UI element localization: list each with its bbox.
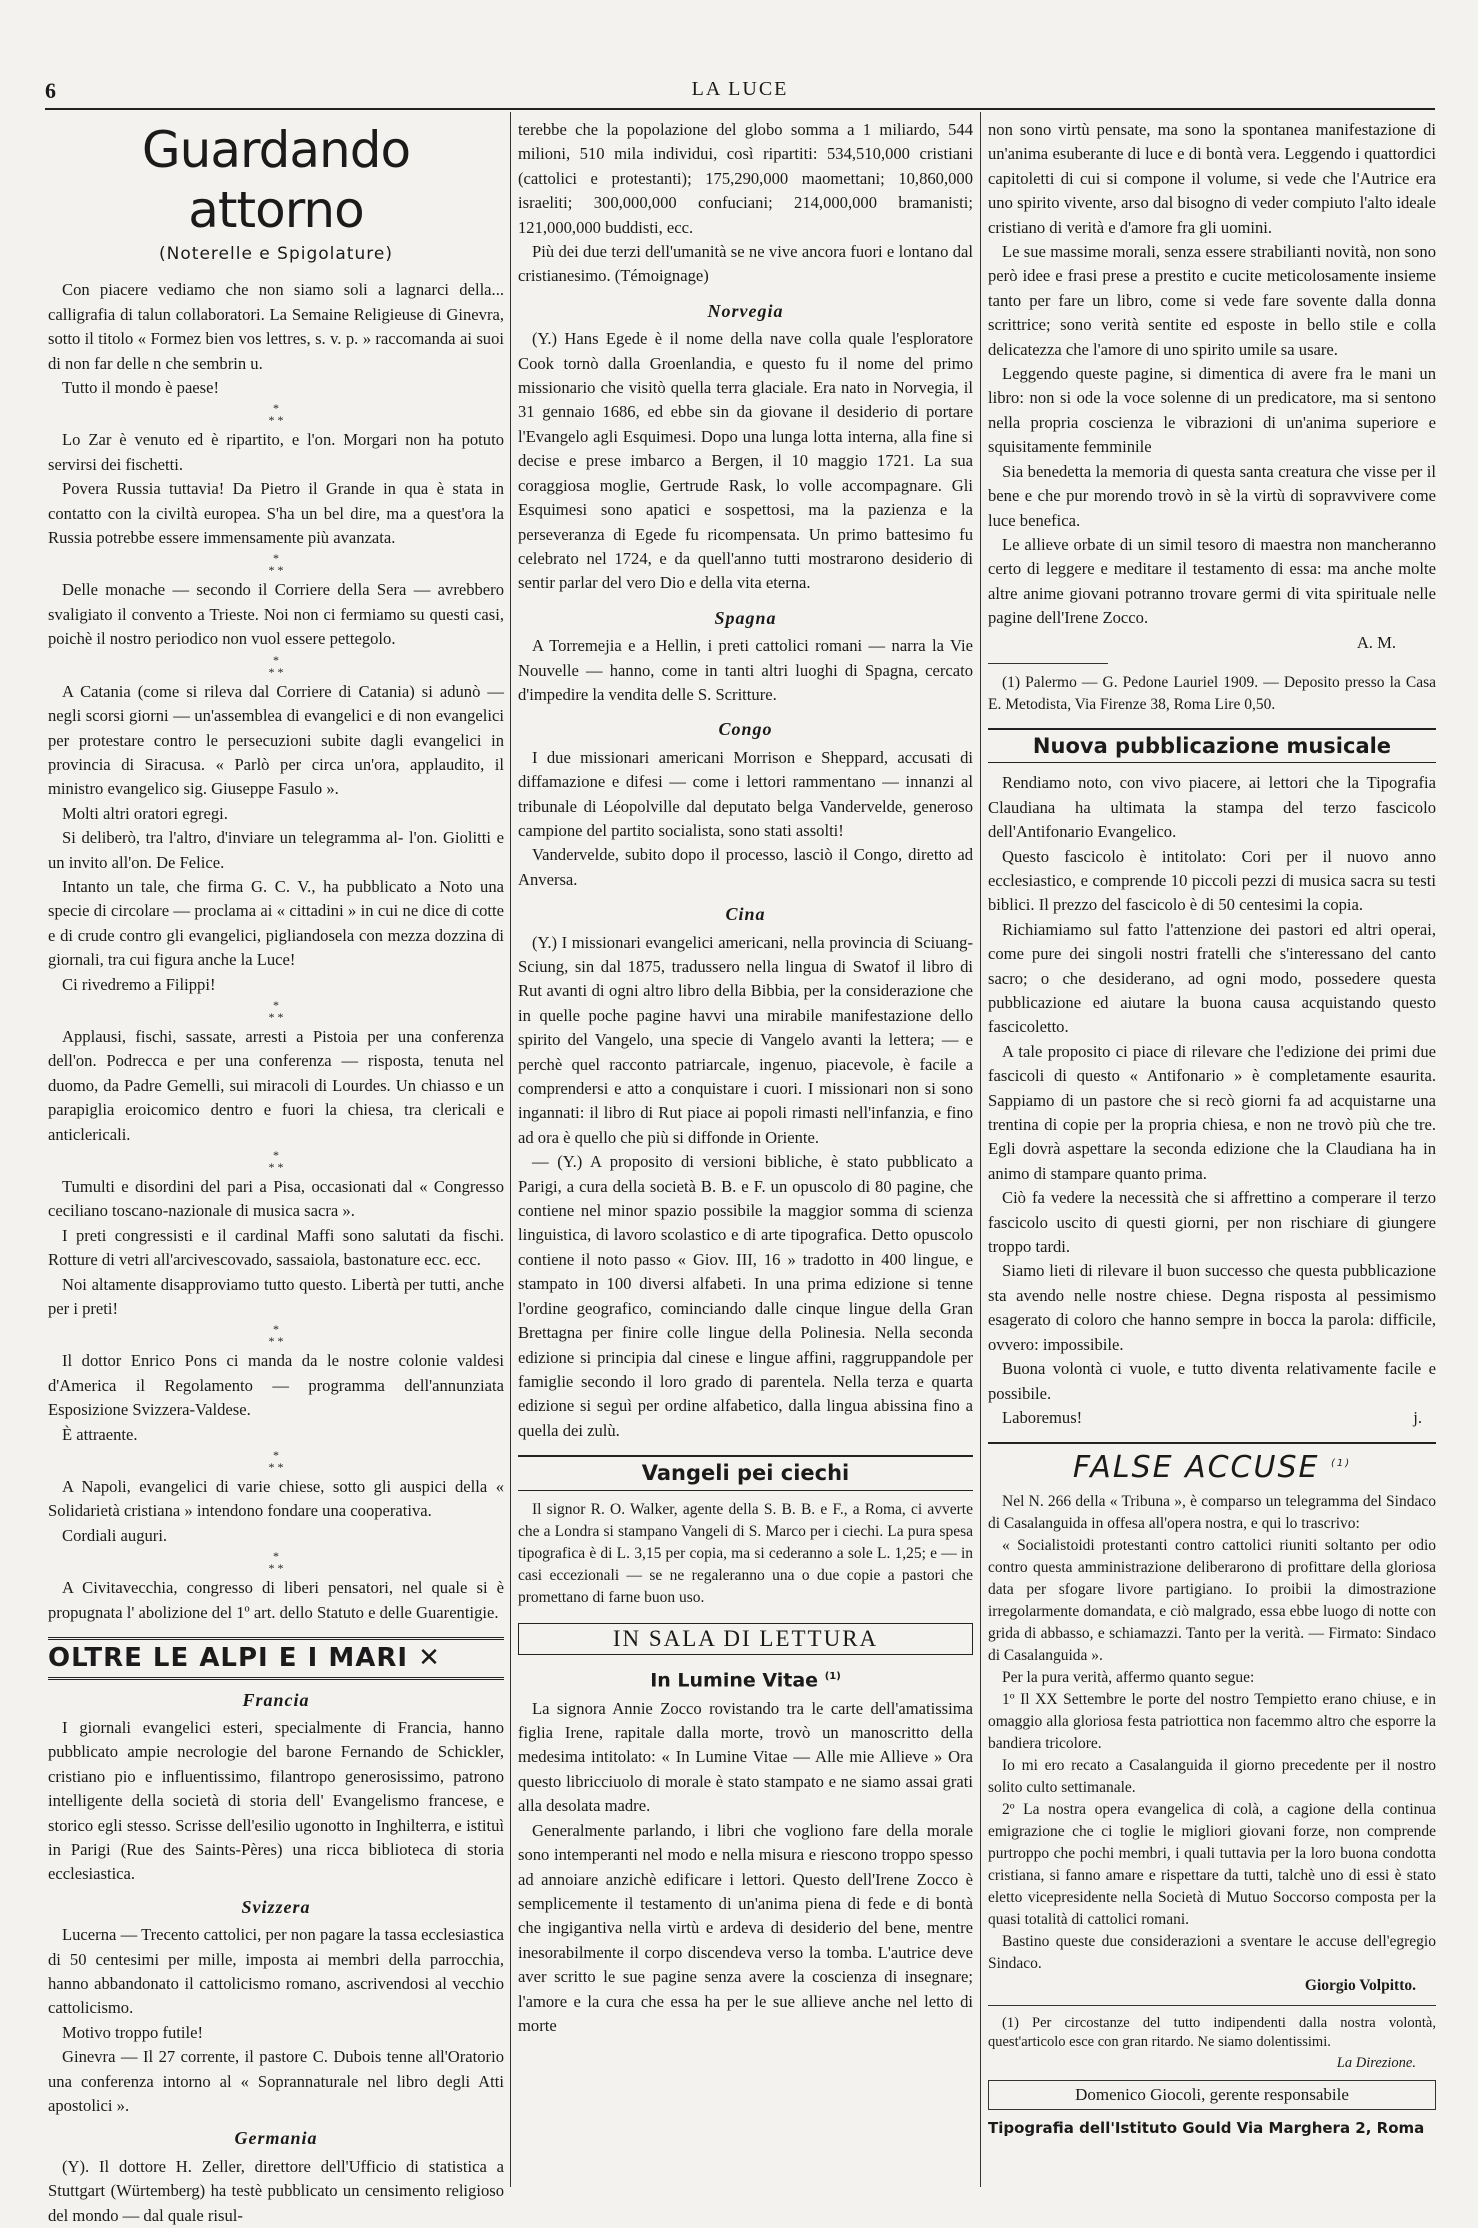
paragraph: A Napoli, evangelici di varie chiese, sotto gli auspici della « Solidarietà cristiana » intendono fondare una cooperativa.	[48, 1477, 504, 1521]
paragraph: Richiamiamo sul fatto l'attenzione dei pastori ed altri operai, come pure dei singoli nostri fratelli che s'interessano del canto sacro; o che desiderano, ad ogni modo, possedere questa pubblicazione ed aiutare la buona causa acquistando questo fascicoletto.	[988, 919, 1436, 1037]
paragraph: Povera Russia tuttavia! Da Pietro il Grande in qua è stata in contatto con la civiltà europea. S'ha un bel dire, ma a quest'ora la Russia potrebbe essere immensamente più avanzata.	[48, 479, 504, 548]
paragraph: — (Y.) A proposito di versioni bibliche, è stato pubblicato a Parigi, a cura della società B. B. e F. un opuscolo di 80 pagine, che contiene nel minor spazio possibile la maggior somma di scienza linguistica, di lavoro scolastico e di arte tipografica. Detto opuscolo contiene il noto passo « Giov. III, 16 » tradotto in 400 lingue, e stampato in 100 diversi alfabeti. In una prima edizione si tenne l'ordine geografico, cominciando dalle cinque lingue della Gran Brettagna per finire colle lingue della Polinesia. Nella seconda edizione si principia dal cinese e lingue affini, raggruppandole per famiglie secondo il loro grado di parentela. Nella terza e quarta edizione si seguì per ordine alfabetico, dalla lingua abissina fino a quella dei zulù.	[518, 1152, 973, 1440]
article-title: Guardando attorno	[141, 121, 411, 239]
section-banner-text: OLTRE LE ALPI E I MARI	[48, 1643, 409, 1674]
masthead: LA LUCE	[691, 78, 789, 100]
paragraph: (Y.) I missionari evangelici americani, nella provincia di Sciuang-Sciung, sin dal 1875, tradussero nella lingua di Swatof il libro di Rut avanti di ogni altro libro della Bibbia, per la considerazione che in quelle poche pagine havvi una mirabile manifestazione dello spirito del Vangelo, una specie di Vangelo avanti la lettera; — e perchè quel racconto patriarcale, ingenuo, piacevole, è facile a comprendersi e atto a conquistare i cuori. I missionari non si sono ingannati: il libro di Rut piace ai popoli rimasti nell'infanzia, e fino ad ora è quello che più si diffonde in Oriente.	[518, 932, 973, 1147]
asterism-divider: * * *	[268, 401, 284, 428]
section-heading: Nuova pubblicazione musicale	[988, 728, 1436, 763]
signoff-text: Laboremus!	[1002, 1407, 1083, 1427]
column-3	[988, 118, 1436, 2188]
heading-text: FALSE ACCUSE	[1072, 1450, 1320, 1486]
paragraph: 2º La nostra opera evangelica di colà, a cagione della continua emigrazione che ci toglie le migliori giovani forze, non comprende purtroppo che pochi membri, i quali tuttavia per la loro buona condotta cristiana, si fanno amare e rispettare da tutti, talchè uno di essi è stato eletto vicepresidente nella Società di Mutuo Soccorso composta per la quasi totalità di cattolici romani.	[988, 1800, 1436, 1928]
section-heading: Congo	[718, 719, 773, 740]
paragraph: Siamo lieti di rilevare il buon successo che questa pubblicazione sta avendo nelle nostre chiese. Degna risposta al pessimismo esagerato di coloro che hanno sempre in bocca la parola: difficile, ovvero: impossibile.	[988, 1261, 1436, 1354]
asterism-divider: * * *	[268, 1148, 284, 1174]
paragraph: A Catania (come si rileva dal Corriere di Catania) si adunò — negli scorsi giorni — un'assemblea di evangelici e di non evangelici per protestare contro le persecuzioni subite dagli evangelici in provincia di Siracusa. « Parlò per circa un'ora, applaudito, il ministro evangelico sig. Giuseppe Fasulo ».	[48, 681, 504, 799]
footnote: (1) Per circostanze del tutto indipendenti dalla nostra volontà, quest'articolo esce con gran ritardo. Ne siamo dolentissimi.	[988, 2014, 1436, 2050]
paragraph: Applausi, fischi, sassate, arresti a Pistoia per una conferenza dell'on. Podrecca e per una conferenza — risposta, tenuta nel duomo, da Padre Gemelli, sui miracoli di Lourdes. Un chiasso e un parapiglia eroicomico dentro e fuori la chiesa, tra clericali e anticlericali.	[48, 1026, 504, 1144]
paragraph: Tumulti e disordini del pari a Pisa, occasionati dal « Congresso ceciliano toscano-nazionale di musica sacra ».	[48, 1177, 504, 1221]
asterism-divider: * * *	[268, 551, 284, 578]
section-banner	[48, 1637, 504, 1679]
page-number: 6	[45, 78, 56, 103]
paragraph: Vandervelde, subito dopo il processo, lasciò il Congo, diretto ad Anversa.	[518, 845, 973, 889]
paragraph: Lucerna — Trecento cattolici, per non pagare la tassa ecclesiastica di 50 centesimi per mille, imposta ai membri della parrocchia, hanno abbandonato il cattolicismo romano, ascrivendosi al vecchio cattolicismo.	[48, 1925, 504, 2018]
column-1	[48, 118, 504, 2225]
paragraph: Rendiamo noto, con vivo piacere, ai lettori che la Tipografia Claudiana ha ultimata la stampa del terzo fascicolo dell'Antifonario Evangelico.	[988, 773, 1436, 842]
paragraph: I preti congressisti e il cardinal Maffi sono salutati da fischi. Rotture di vetri all'arcivescovado, sassaiola, bastonature ecc. ecc.	[48, 1225, 504, 1270]
section-heading: Spagna	[714, 607, 777, 628]
asterism-divider: * * *	[268, 652, 284, 679]
column-2	[518, 118, 973, 2188]
paragraph: I giornali evangelici esteri, specialmente di Francia, hanno pubblicato ampie necrologie del barone Fernando de Schickler, cristiano pio e influentissimo, filantropo generosissimo, patrono intelligente della società di storia dell' Evangelismo francese, e storico egli stesso. Scrisse dell'esilio ugonotto in Inghilterra, e istituì in Parigi (Rue des Saints-Pères) una ricca biblioteca di storia ecclesiastica.	[48, 1717, 504, 1884]
divider	[988, 2005, 1436, 2006]
signature: j.	[1413, 1407, 1422, 1427]
section-heading: Germania	[234, 2128, 318, 2149]
section-heading: Francia	[242, 1689, 310, 1710]
paragraph: Motivo troppo futile!	[62, 2022, 204, 2042]
paragraph: Molti altri oratori egregi.	[62, 803, 228, 823]
paragraph: Generalmente parlando, i libri che vogliono fare della morale sono intemperanti nel modo e nella misura e riescono troppo spesso ad annoiare anzichè edificare i lettori. Questo dell'Irene Zocco è semplicemente il testamento di un'anima piena di fede e di bontà che ingigantiva nella virtù e ardeva di desiderio del bene, mentre inesorabilmente il corpo discendeva verso la tomba. L'autrice deve aver scritto le sue pagine senza avere la coscienza di insegnare; l'amore e la cura che essa ha per le sue allieve anche nel letto di morte	[518, 1820, 973, 2035]
paragraph: 1º Il XX Settembre le porte del nostro Tempietto erano chiuse, e in omaggio alla gloriosa festa patriottica non facemmo altro che esporre la bandiera tricolore.	[988, 1690, 1436, 1752]
section-heading: Cina	[725, 904, 766, 925]
asterism-divider: * * *	[268, 997, 284, 1024]
paragraph: (Y.) Hans Egede è il nome della nave colla quale l'esploratore Cook tornò dalla Groenlandia, e questo fu il nome del primo missionario che visitò quella terra glaciale. Era nato in Norvegia, il 31 gennaio 1686, ed ebbe sin da giovane il desiderio di portare l'Evangelo agli Esquimesi. Dopo una lunga lotta interna, alla fine si decise e prese imbarco a Bergen, il 10 maggio 1721. La sua coraggiosa moglie, Gertrude Rask, lo volle accompagnare. Gli Esquimesi sono apatici e sospettosi, ma la pazienza e la perseveranza di Egede fu ricompensata. Un primo battesimo fu celebrato nel 1724, e da quell'anno tutti mostrarono desiderio di sentir parlar del vero Dio e della vita eterna.	[518, 329, 973, 593]
column-divider	[980, 112, 981, 2187]
paragraph: Il dottor Enrico Pons ci manda da le nostre colonie valdesi d'America il Regolamento — programma dell'annunziata Esposizione Svizzera-Valdese.	[48, 1351, 504, 1420]
section-banner: IN SALA DI LETTURA	[518, 1623, 973, 1655]
paragraph: Tutto il mondo è paese!	[62, 378, 220, 398]
ornament-icon: ✕	[418, 1643, 441, 1674]
paragraph: Le allieve orbate di un simil tesoro di maestra non mancheranno certo di leggere e meditare il testamento di essa: ma anche molte altre anime giovani potranno trovare germi di vita spirituale nelle pagine dell'Irene Zocco.	[988, 534, 1436, 628]
divider	[988, 663, 1108, 664]
paragraph: terebbe che la popolazione del globo somma a 1 miliardo, 544 milioni, 510 mila individui, così ripartiti: 534,510,000 cristiani (cattolici e protestanti); 175,290,000 maomettani; 10,860,000 israeliti; 300,000,000 confuciani; 214,000,000 bramanisti; 121,000,000 buddisti, ecc.	[518, 120, 973, 237]
paragraph: Delle monache — secondo il Corriere della Sera — avrebbero svaligiato il convento a Trieste. Noi non ci fermiamo su questi casi, poichè il nostro periodico non vuol essere pettegolo.	[48, 580, 504, 649]
section-heading	[518, 1665, 973, 1693]
paragraph: Buona volontà ci vuole, e tutto diventa relativamente facile e possibile.	[988, 1359, 1436, 1403]
paragraph: Si deliberò, tra l'altro, d'inviare un telegramma al- l'on. Giolitti e un invito all'on. De Felice.	[48, 828, 504, 872]
paragraph: A Civitavecchia, congresso di liberi pensatori, nel quale si è propugnata l' abolizione del 1º art. dello Statuto e delle Guarentigie.	[48, 1578, 504, 1622]
paragraph: Ciò fa vedere la necessità che si affrettino a comperare il terzo fascicolo uscito di questi giorni, per non rischiare di giungere troppo tardi.	[988, 1188, 1436, 1257]
paragraph: Nel N. 266 della « Tribuna », è comparso un telegramma del Sindaco di Casalanguida in offesa all'opera nostra, e qui lo trascrivo:	[988, 1492, 1436, 1532]
signature: A. M.	[1356, 632, 1396, 652]
paragraph: « Socialistoidi protestanti contro cattolici riuniti soltanto per odio contro questa amministrazione deliberarono di profittare della gloriosa data per sfogare livore partigiano. Io proibii la dimostrazione irregolarmente domandata, e ciò malgrado, essa ebbe luogo di notte con grida di abbasso, e schiamazzi. Tanto per la verità. — Firmato: Sindaco di Casalanguida ».	[988, 1536, 1436, 1664]
section-heading: Vangeli pei ciechi	[518, 1455, 973, 1490]
footnote-marker: (1)	[1331, 1458, 1352, 1470]
paragraph: Bastino queste due considerazioni a sventare le accuse dell'egregio Sindaco.	[988, 1932, 1436, 1972]
paragraph: Lo Zar è venuto ed è ripartito, e l'on. Morgari non ha potuto servirsi dei fischetti.	[48, 430, 504, 474]
paragraph: Sia benedetta la memoria di questa santa creatura che visse per il bene e che pur morendo trovò in sè la virtù di sopravvivere come luce benefica.	[988, 461, 1436, 530]
heading-text: In Lumine Vitae	[650, 1669, 819, 1692]
paragraph: Il signor R. O. Walker, agente della S. B. B. e F., a Roma, ci avverte che a Londra si stampano Vangeli di S. Marco per i ciechi. La pura spesa tipografica è di L. 3,15 per copia, ma si cederanno a sole L. 1,25; e — in casi eccezionali — se ne regaleranno una o due copie a pastori che promettano di farne buon uso.	[518, 1500, 973, 1606]
section-heading	[988, 1442, 1436, 1486]
footnote-marker: (1)	[824, 1670, 841, 1682]
asterism-divider: * * *	[268, 1448, 284, 1475]
asterism-divider: * * *	[268, 1322, 284, 1349]
paragraph: Intanto un tale, che firma G. C. V., ha pubblicato a Noto una specie di circolare — proclama ai « cittadini » in cui ne dice di cotte e di crude contro gli evangelici, pigliandosela con mezza dozzina di giornali, tra cui figura anche la Luce!	[48, 876, 504, 970]
paragraph: Con piacere vediamo che non siamo soli a lagnarci della... calligrafia di talun collaboratori. La Semaine Religieuse di Ginevra, sotto il titolo « Formez bien vos lettres, s. v. p. » raccomanda ai suoi di non far delle n che sembrin u.	[48, 280, 504, 373]
paragraph: Più dei due terzi dell'umanità se ne vive ancora fuori e lontano dal cristianesimo. (Témoignage)	[518, 242, 973, 286]
paragraph: La signora Annie Zocco rovistando tra le carte dell'amatissima figlia Irene, rapitale dalla morte, trovò un manoscritto della medesima intitolato: « In Lumine Vitae — Alle mie Allieve » Ora questo libricciuolo di morale è stato stampato e ne siamo assai grati alla desolata madre.	[518, 1698, 973, 1816]
paragraph: Io mi ero recato a Casalanguida il giorno precedente per il nostro solito culto settimanale.	[988, 1756, 1436, 1796]
signature: La Direzione.	[1336, 2054, 1416, 2071]
footnote: (1) Palermo — G. Pedone Lauriel 1909. — Deposito presso la Casa E. Metodista, Via Firenze 38, Roma Lire 0,50.	[988, 673, 1436, 713]
gerente-line: Domenico Giocoli, gerente responsabile	[988, 2080, 1436, 2110]
paragraph: I due missionari americani Morrison e Sheppard, accusati di diffamazione e difesi — come i lettori rammentano — innanzi al tribunale di Léopolville dal deputato belga Vandervelde, generoso campione del partito socialista, sono stati assolti!	[518, 747, 973, 840]
page-header	[45, 78, 1435, 110]
paragraph: È attraente.	[62, 1424, 138, 1444]
signature: Giorgio Volpitto.	[1304, 1976, 1416, 1994]
paragraph: Noi altamente disapproviamo tutto questo. Libertà per tutti, anche per i preti!	[48, 1274, 504, 1319]
article-subtitle: (Noterelle e Spigolature)	[159, 244, 393, 264]
paragraph: Per la pura verità, affermo quanto segue:	[1002, 1668, 1255, 1686]
paragraph: Le sue massime morali, senza essere strabilianti novità, non sono però idee e frasi prese a prestito e cucite meticolosamente insieme tanto per fare un libro, come si vede fare sovente dalla donna scrittrice; sono verità sentite ed esposte in bello stile e colla delicatezza che l'amore di uno spirito umile sa usare.	[988, 242, 1436, 359]
paragraph: Ginevra — Il 27 corrente, il pastore C. Dubois tenne all'Oratorio una conferenza intorno al « Soprannaturale nel libro degli Atti apostolici ».	[48, 2047, 504, 2115]
paragraph: Questo fascicolo è intitolato: Cori per il nuovo anno ecclesiastico, e comprende 10 piccoli pezzi di musica sacra su testi biblici. Il prezzo del fascicolo è di 50 centesimi la copia.	[988, 846, 1436, 915]
asterism-divider: * * *	[268, 1549, 284, 1576]
section-heading: Svizzera	[241, 1896, 311, 1917]
paragraph: A Torremejia e a Hellin, i preti cattolici romani — narra la Vie Nouvelle — hanno, come in tanti altri luoghi di Spagna, cercato d'impedire la vendita delle S. Scritture.	[518, 636, 973, 704]
paragraph: (Y). Il dottore H. Zeller, direttore dell'Ufficio di statistica a Stuttgart (Würtemberg) ha testè pubblicato un censimento religioso del mondo — dal quale risul-	[48, 2156, 504, 2225]
paragraph: Ci rivedremo a Filippi!	[62, 974, 216, 994]
paragraph: Cordiali auguri.	[62, 1525, 168, 1545]
paragraph: Leggendo queste pagine, si dimentica di avere fra le mani un libro: non si ode la voce solenne di un predicatore, ma si sentono nella propria coscienza le vibrazioni di un'anima superiore e squisitamente femminile	[988, 364, 1436, 457]
signoff	[988, 1406, 1436, 1430]
paragraph: non sono virtù pensate, ma sono la spontanea manifestazione di un'anima esuberante di luce e di bontà vera. Leggendo i quattordici capitoletti di cui si compone il volume, si vede che l'Autrice era uno spirito vivente, arso dal bisogno di veder compiuto l'alto ideale cristiano di verità e d'amore fra gli uomini.	[988, 120, 1436, 237]
paragraph: A tale proposito ci piace di rilevare che l'edizione dei primi due fascicoli di questo « Antifonario » è completamente esaurita. Sappiamo di un pastore che si recò giorni fa ad acquistarne una trentina di copie per la propria chiesa, e non ne trovò più che tre. Egli dovrà aspettare la seconda edizione che la Claudiana ha in animo di stampare quanto prima.	[988, 1041, 1436, 1183]
section-heading: Norvegia	[707, 300, 784, 321]
column-divider	[510, 112, 511, 2187]
printer-line: Tipografia dell'Istituto Gould Via Marghera 2, Roma	[988, 2119, 1425, 2138]
